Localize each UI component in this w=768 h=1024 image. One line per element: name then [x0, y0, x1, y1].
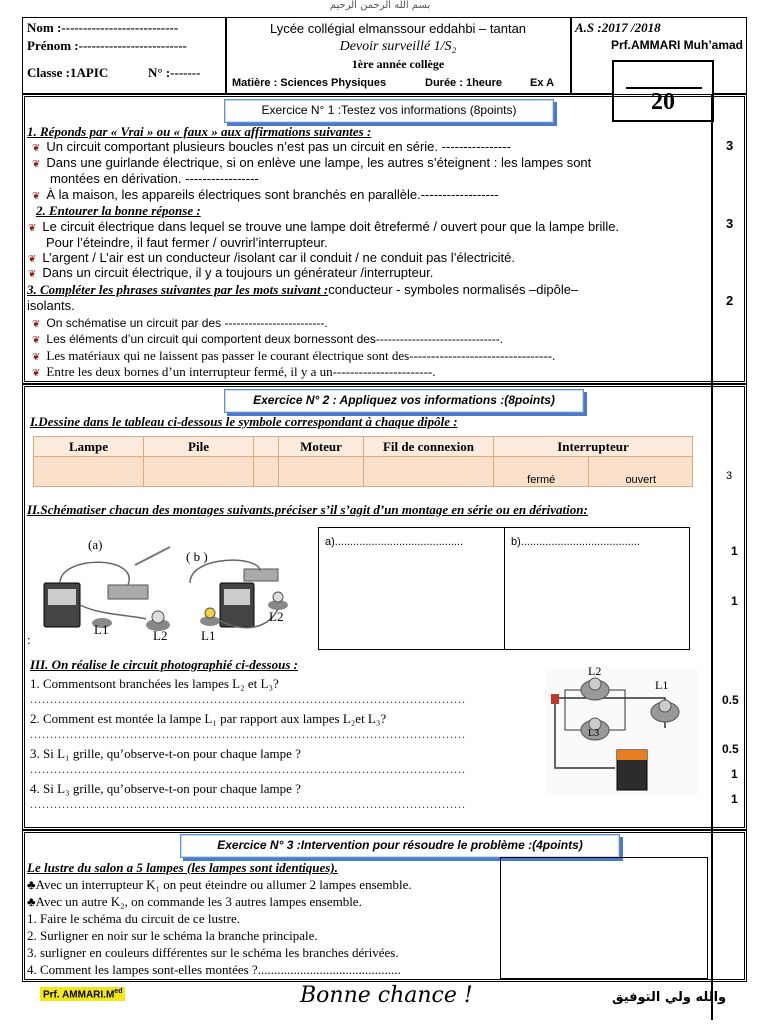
footer-arabic: والله ولي التوفيق	[612, 990, 727, 1005]
q3-points: 1	[731, 767, 738, 781]
ex1-item: ❦ Les matériaux qui ne laissent pas passer le courant électrique sont des---------------------------------.	[32, 348, 556, 363]
photo-label-l2b: L2	[269, 609, 284, 624]
ex1-part2-heading: 2. Entourer la bonne réponse :	[36, 203, 201, 218]
q4-points: 1	[731, 792, 738, 806]
th-moteur: Moteur	[279, 437, 364, 457]
ex3-heading: Le lustre du salon a 5 lampes (les lampes sont identiques).	[27, 860, 338, 875]
ex2-part2-heading: II.Schématiser chacun des montages suivants.préciser s’il s’agit d’un montage en série ou en dérivation:	[27, 502, 588, 517]
ex1-item: ❦ Le circuit électrique dans lequel se trouve une lampe doit êtrefermé / ouvert pour que la lampe brille.	[28, 219, 620, 234]
th-fil: Fil de connexion	[364, 437, 494, 457]
circuit-photos	[30, 535, 310, 647]
ex1-item-cont: montées en dérivation. -----------------	[50, 171, 259, 186]
ex2-part2-point-b: 1	[731, 594, 738, 608]
ex3-item: 3. surligner en couleurs différentes sur le schéma les branches dérivées.	[27, 945, 399, 960]
ex1-item: ❦ On schématise un circuit par des -------------------------.	[32, 316, 328, 330]
photo-label-l2a: L2	[153, 628, 168, 643]
cell-pile[interactable]	[144, 457, 254, 487]
exercise3-title: Exercice N° 3 :Intervention pour résoudre le problème :(4points)	[180, 834, 620, 858]
ex1-item: ❦ Entre les deux bornes d’un interrupteur fermé, il y a un-----------------------.	[32, 364, 436, 379]
exercise1-title: Exercice N° 1 :Testez vos informations (8points)	[224, 99, 554, 123]
ex1-part3-points: 2	[726, 293, 734, 308]
question-2: 2. Comment est montée la lampe L₁ par rapport aux lampes L₂et L₃?	[30, 711, 387, 726]
ex1-item: ❦ Dans un circuit électrique, il y a toujours un générateur /interrupteur.	[28, 265, 434, 280]
answer-b[interactable]: b).......................................	[511, 536, 640, 548]
ex1-part2-points: 3	[726, 216, 734, 231]
answer-a[interactable]: a)..........................................	[325, 536, 464, 548]
school-year: A.S :2017 /2018	[575, 20, 661, 35]
cell-lampe[interactable]	[34, 457, 144, 487]
question-1: 1. Commentsont branchées les lampes L₂ et L₃?	[30, 676, 279, 691]
answer-line[interactable]: .............................................................................................................	[30, 797, 466, 811]
ex1-item: ❦ Dans une guirlande électrique, si on enlève une lampe, les autres s’éteignent : les lampes sont	[32, 155, 592, 170]
ex1-item-cont: Pour l’éteindre, il faut fermer / ouvrirl’interrupteur.	[46, 235, 328, 250]
exam-title: Devoir surveillé 1/S₂	[339, 39, 457, 54]
ex1-item: ❦ À la maison, les appareils électriques sont branchés en parallèle.------------------	[32, 187, 499, 202]
question-3: 3. Si L₁ grille, qu’observe-t-on pour chaque lampe ?	[30, 746, 301, 761]
q1-points: 0.5	[722, 693, 739, 707]
answer-line[interactable]: .............................................................................................................	[30, 762, 466, 776]
ex1-item: ❦ L’argent / L’air est un conducteur /isolant car il conduit / ne conduit pas l’électricité.	[28, 250, 515, 265]
ex3-item: ♣Avec un autre K₂, on commande les 3 autres lampes ensemble.	[27, 894, 362, 909]
ex1-item: ❦ Un circuit comportant plusieurs boucles n’est pas un circuit en série. ----------------	[32, 139, 511, 154]
photo2-label-l2: L2	[588, 664, 602, 678]
cell-moteur[interactable]	[279, 457, 364, 487]
ex3-item: 4. Comment les lampes sont-elles montées ?............................................	[27, 962, 401, 977]
school-name: Lycée collégial elmanssour eddahbi – tantan	[269, 21, 527, 36]
photo-label-l1b: L1	[201, 628, 216, 643]
answer-grid	[318, 527, 690, 650]
ex3-item: ♣Avec un interrupteur K₁ on peut éteindre ou allumer 2 lampes ensemble.	[27, 877, 412, 892]
ex-version: Ex A	[530, 77, 555, 89]
level: 1ère année collège	[351, 57, 445, 71]
cell-ferme[interactable]: fermé	[494, 457, 589, 487]
q2-points: 0.5	[722, 742, 739, 756]
photo2-label-l1: L1	[655, 678, 669, 692]
basmala: بسم الله الرحمن الرحيم	[329, 0, 431, 11]
schema-drawing-area[interactable]	[500, 857, 708, 979]
matiere: Matière : Sciences Physiques	[232, 77, 387, 89]
nom-field[interactable]: Nom :---------------------------	[27, 20, 179, 35]
ex1-part3-heading: 3. Compléter les phrases suivantes par les mots suivant :conducteur - symboles normalisés –dipôle–	[27, 282, 579, 297]
ex2-part2-point-a: 1	[731, 544, 738, 558]
classe-label: Classe :1APIC	[27, 65, 109, 80]
answer-line[interactable]: .............................................................................................................	[30, 727, 466, 741]
prenom-field[interactable]: Prénom :-------------------------	[27, 38, 187, 53]
cell-ouvert[interactable]: ouvert	[589, 457, 693, 487]
photo2-label-l3: L3	[588, 728, 600, 739]
ex3-item: 2. Surligner en noir sur le schéma la branche principale.	[27, 928, 318, 943]
footer-prof: Prf. $AMMARI.M^{ed}$	[40, 987, 125, 1001]
th-lampe: Lampe	[34, 437, 144, 457]
bonne-chance: Bonne chance !	[300, 983, 473, 1008]
ex1-part1-points: 3	[726, 138, 734, 153]
ex1-item: ❦ Les éléments d’un circuit qui comportent deux bornessont des-------------------------------.	[32, 332, 504, 346]
answer-line[interactable]: .............................................................................................................	[30, 692, 466, 706]
ex1-part3-words: isolants.	[27, 298, 75, 313]
symbol-table	[33, 436, 693, 487]
duree: Durée : 1heure	[425, 77, 503, 89]
exercise2-title: Exercice N° 2 : Appliquez vos informations :(8points)	[224, 389, 584, 413]
question-4: 4. Si L₃ grille, qu’observe-t-on pour chaque lampe ?	[30, 781, 301, 796]
th-pile: Pile	[144, 437, 254, 457]
score-total: 20	[651, 89, 675, 115]
ex1-part1-heading: 1. Réponds par « Vrai » ou « faux » aux affirmations suivantes :	[27, 124, 372, 139]
photo-label-b: ( b )	[186, 549, 208, 564]
prof-name: Prf.AMMARI Muh’amad	[611, 38, 743, 52]
photo-label-l1a: L1	[94, 622, 109, 637]
ex2-part3-heading: III. On réalise le circuit photographié ci-dessous :	[30, 657, 298, 672]
circuit-photo-2	[545, 668, 697, 796]
ex2-part1-points: 3	[726, 470, 733, 482]
montage-a	[44, 547, 170, 631]
th-interrupteur: Interrupteur	[494, 437, 693, 457]
numero-field[interactable]: N° :-------	[148, 65, 201, 80]
cell-fil[interactable]	[364, 457, 494, 487]
ex2-part1-heading: I.Dessine dans le tableau ci-dessous le symbole correspondant à chaque dipôle :	[30, 414, 458, 429]
ex3-item: 1. Faire le schéma du circuit de ce lustre.	[27, 911, 240, 926]
photo-label-a: (a)	[88, 537, 103, 552]
